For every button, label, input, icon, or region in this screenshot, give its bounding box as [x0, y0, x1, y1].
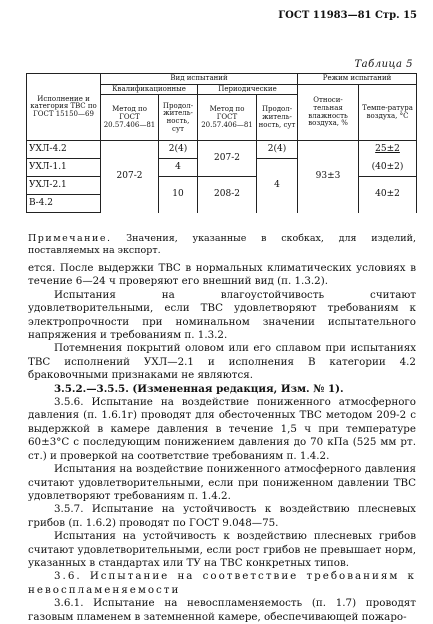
cell-p-duration: 2(4)	[257, 141, 298, 159]
paragraph: 3.5.6. Испытание на воздействие пониженного атмосферного давления (п. 1.6.1г) проводят для обесточенных ТВС методом 209-2 с выдержкой в камере давления в течение 1,5 ч при температуре 60±3°С с последующим понижением давления до 70 кПа (525 мм рт. ст.) и проверкой на соответствие требованиям п. 1.4.2.	[28, 396, 416, 462]
paragraph-amendment: 3.5.2.—3.5.5. (Измененная редакция, Изм. № 1).	[54, 382, 344, 395]
col-header-mode: Режим испытаний	[298, 74, 417, 85]
cell-p-duration-shared: 4	[257, 159, 298, 213]
col-header-periodic: Периодические	[198, 84, 298, 95]
cell-p-method-bottom: 208-2	[198, 177, 257, 213]
table-5	[26, 73, 417, 213]
col-header-temperature: Темпе-ратура воздуха, °С	[359, 84, 417, 141]
cell-temperature: (40±2)	[359, 159, 417, 177]
section-heading: 3.6. Испытание на соответствие требованиям к невоспламеняемости	[28, 570, 416, 596]
cell-q-method: 207-2	[101, 141, 159, 213]
cell-temperature: 25±2	[359, 141, 417, 159]
col-header-p-duration: Продол-житель-ность, сут	[257, 95, 298, 141]
paragraph: Испытания на влагоустойчивость считают удовлетворительными, если ТВС удовлетворяют требованиям к электропрочности при номинальном значении испытательного напряжения и требованиям п. 1.3.2.	[28, 288, 416, 342]
cell-category: УХЛ-2.1	[27, 177, 101, 195]
page-header: ГОСТ 11983—81 Стр. 15	[278, 10, 417, 21]
cell-category: УХЛ-1.1	[27, 159, 101, 177]
col-header-qualification: Квалификационные	[101, 84, 198, 95]
body-text	[28, 233, 416, 624]
table-row	[27, 177, 417, 195]
paragraph: 3.5.7. Испытание на устойчивость к воздействию плесневых грибов (п. 1.6.2) проводят по ГОСТ 9.048—75.	[28, 503, 416, 529]
cell-q-duration: 4	[159, 159, 198, 177]
cell-category: УХЛ-4.2	[27, 141, 101, 159]
col-header-q-duration: Продол-житель-ность, сут	[159, 95, 198, 141]
col-header-humidity: Относи-тельная влажность воздуха, %	[298, 84, 359, 141]
cell-humidity: 93±3	[298, 141, 359, 213]
paragraph: Испытания на воздействие пониженного атмосферного давления считают удовлетворительными, если при пониженном давлении ТВС удовлетворяют требованиям п. 1.4.2.	[28, 463, 416, 502]
cell-temperature: 40±2	[359, 177, 417, 213]
note-label: Примечание.	[28, 233, 112, 244]
col-header-p-method: Метод по ГОСТ 20.57.406—81	[198, 95, 257, 141]
cell-q-duration: 10	[159, 177, 198, 213]
paragraph: Испытания на устойчивость к воздействию плесневых грибов считают удовлетворительными, если рост грибов не превышает норм, указанных в стандартах или ТУ на ТВС конкретных типов.	[28, 530, 416, 569]
col-header-q-method: Метод по ГОСТ 20.57.406—81	[101, 95, 159, 141]
cell-q-duration: 2(4)	[159, 141, 198, 159]
table-note	[28, 233, 416, 257]
note-text: Значения, указанные в скобках, для изделий, поставляемых на экспорт.	[28, 233, 416, 256]
col-header-category: Исполнение и категория ТВС по ГОСТ 15150—69	[27, 74, 101, 141]
paragraph: Потемнения покрытий оловом или его сплавом при испытаниях ТВС исполнений УХЛ—2.1 и исполнения В категории 4.2 браковочными признаками не являются.	[28, 342, 416, 382]
paragraph: 3.6.1. Испытание на невоспламеняемость (п. 1.7) проводят газовым пламенем в затемненной камере, обеспечивающей пожаро-	[28, 597, 416, 623]
cell-category: В-4.2	[27, 195, 101, 213]
table-caption: Таблица 5	[354, 59, 413, 70]
col-header-test-type: Вид испытаний	[101, 74, 298, 85]
paragraph: ется. После выдержки ТВС в нормальных климатических условиях в течение 6—24 ч проверяют его внешний вид (п. 1.3.2).	[28, 262, 416, 288]
cell-p-method-top: 207-2	[198, 141, 257, 177]
table-row	[27, 141, 417, 159]
